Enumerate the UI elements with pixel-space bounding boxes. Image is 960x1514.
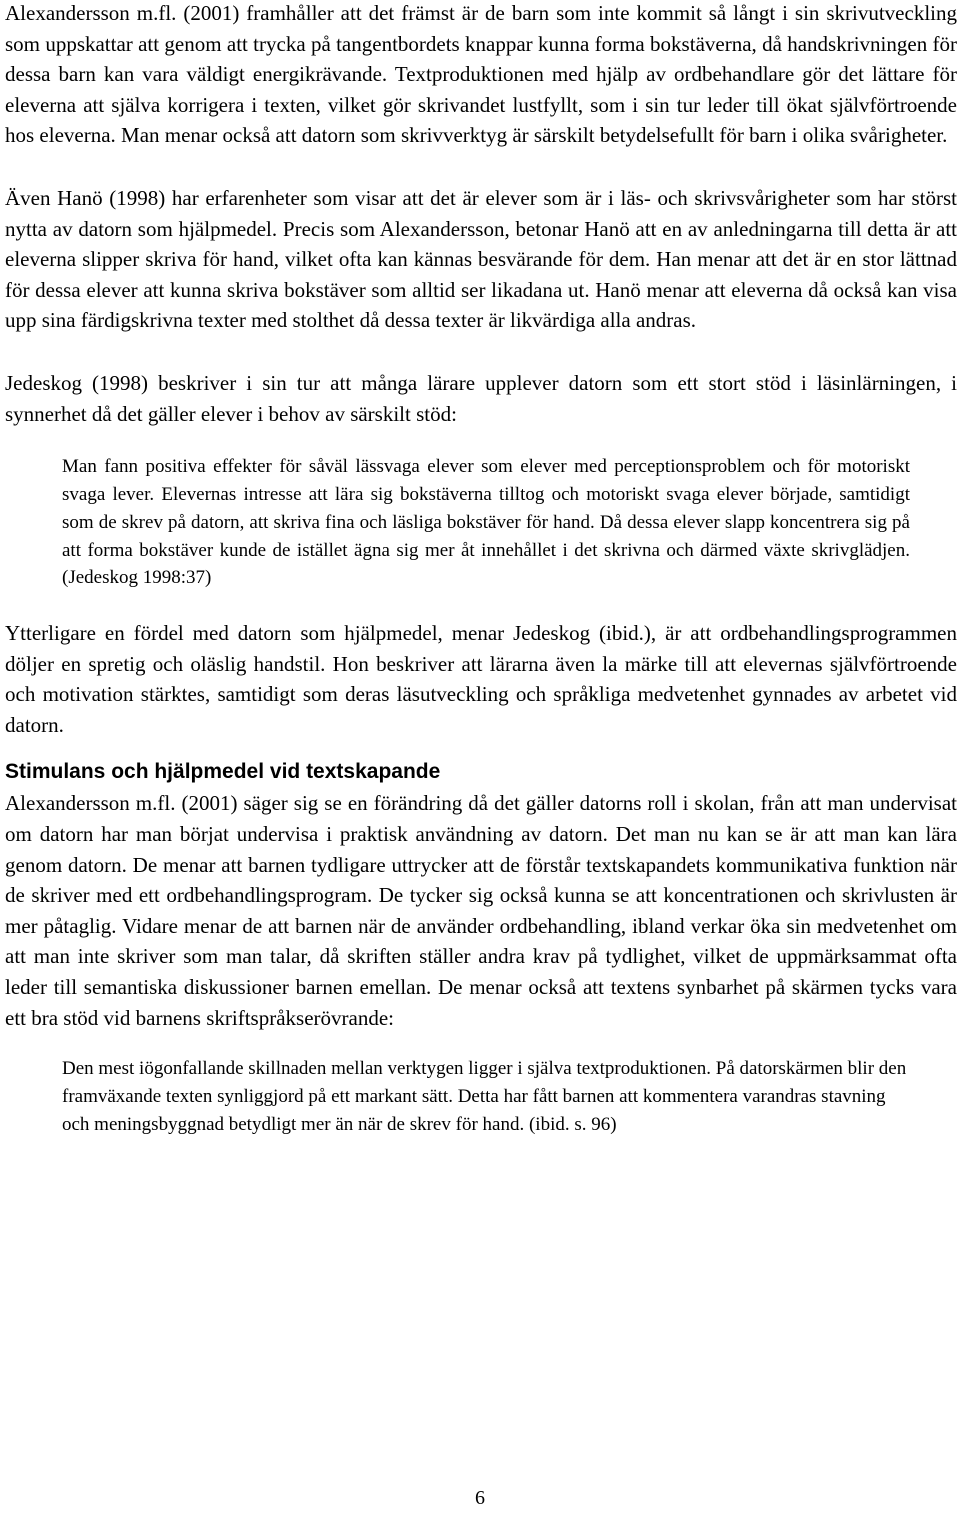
page-number: 6: [475, 1487, 485, 1509]
body-paragraph-hano: Även Hanö (1998) har erfarenheter som visar att det är elever som är i läs- och skrivsvårigheter som har störst nytta av datorn som hjälpmedel. Precis som Alexandersson, betonar Hanö att en av anledningarna till detta är att eleverna slipper skriva för hand, vilket ofta kan kännas besvärande för dem. Han menar att det är en stor lättnad för dessa elever att kunna skriva bokstäver som alltid ser likadana ut. Hanö menar att eleverna då också kan visa upp sina färdigskrivna texter med stolthet då dessa texter är likvärdiga alla andras.: [5, 185, 957, 333]
section-heading: Stimulans och hjälpmedel vid textskapande: [5, 760, 441, 784]
body-paragraph-alexandersson-2: Alexandersson m.fl. (2001) säger sig se en förändring då det gäller datorns roll i skolan, från att man undervisat om datorn har man börjat undervisa i praktisk användning av datorn. Det man nu kan se är att man kan lära genom datorn. De menar att barnen tydligare uttrycker att de förstår textskapandets kommunikativa funktion när de skriver med ett ordbehandlingsprogram. De tycker sig också kunna se att koncentrationen och skrivlusten är mer påtaglig. Vidare menar de att barnen när de använder ordbehandling, ibland verkar öka sin medvetenhet om att man inte skriver som man talar, då skriften ställer andra krav på tydlighet, vilket de uppmärksammat ofta leder till semantiska diskussioner barnen emellan. De menar också att textens synbarhet på skärmen tycks vara ett bra stöd vid barnens skriftspråkserövrande:: [5, 791, 957, 1030]
document-page: [5, 0, 957, 1139]
body-paragraph-jedeskog: Jedeskog (1998) beskriver i sin tur att många lärare upplever datorn som ett stort stöd i läsinlärningen, i synnerhet då det gäller elever i behov av särskilt stöd:: [5, 370, 957, 426]
body-paragraph-ytterligare: Ytterligare en fördel med datorn som hjälpmedel, menar Jedeskog (ibid.), är att ordbehandlingsprogrammen döljer en spretig och oläslig handstil. Hon beskriver att lärarna även la märke till att elevernas självförtroende och motivation stärktes, samtidigt som deras läsutveckling och språkliga medvetenhet gynnades av arbetet vid datorn.: [5, 621, 957, 737]
block-quote-jedeskog: Man fann positiva effekter för såväl lässvaga elever som elever med perceptionsproblem och för motoriskt svaga lever. Elevernas intresse att lära sig bokstäverna tilltog och motoriskt svaga elever började, samtidigt som de skrev på datorn, att skriva fina och läsliga bokstäver för hand. Då dessa elever slapp koncentrera sig på att forma bokstäver kunde de istället ägna sig mer åt innehållet i det skrivna och därmed växte skrivglädjen. (Jedeskog 1998:37): [62, 456, 910, 589]
block-quote-ibid: Den mest iögonfallande skillnaden mellan verktygen ligger i själva textproduktionen. På datorskärmen blir den framväxande texten synliggjord på ett markant sätt. Detta har fått barnen att kommentera varandras stavning och meningsbyggnad betydligt mer än när de skrev för hand. (ibid. s. 96): [62, 1058, 907, 1135]
body-paragraph-alexandersson: Alexandersson m.fl. (2001) framhåller att det främst är de barn som inte kommit så långt i sin skrivutveckling som uppskattar att genom att trycka på tangentbordets knappar kunna forma bokstäverna, då handskrivningen för dessa barn kan vara väldigt energikrävande. Textproduktionen med hjälp av ordbehandlare gör det lättare för eleverna att själva korrigera i texten, vilket gör skrivandet lustfyllt, som i sin tur leder till ökat självförtroende hos eleverna. Man menar också att datorn som skrivverktyg är särskilt betydelsefullt för barn i olika svårigheter.: [5, 1, 957, 148]
